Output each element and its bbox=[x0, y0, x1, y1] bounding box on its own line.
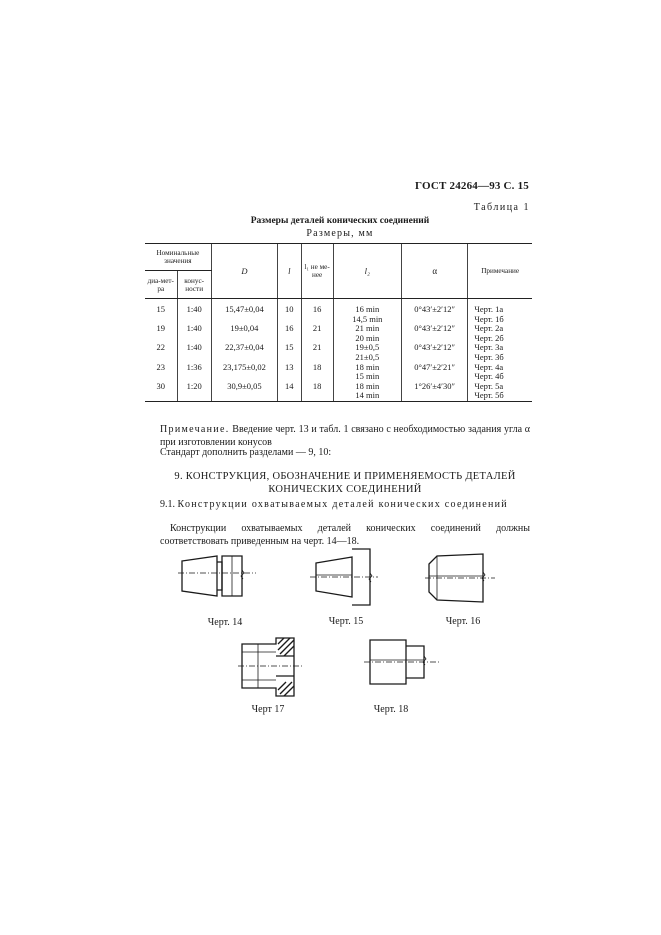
col-l: l bbox=[278, 244, 302, 299]
section-9-heading: 9. КОНСТРУКЦИЯ, ОБОЗНАЧЕНИЕ И ПРИМЕНЯЕМОСТЬ ДЕТАЛЕЙ КОНИЧЕСКИХ СОЕДИНЕНИЙ bbox=[174, 471, 516, 495]
subsection-body: Конструкции охватываемых деталей конических соединений должны соответствовать приведенным на черт. 14—18. bbox=[160, 523, 530, 547]
col-l1: l₁ не ме-нее bbox=[301, 244, 333, 299]
table-row: 15 1:40 15,47±0,04 10 16 16 min 14,5 min 0°43′±2′12″ Черт. 1а Черт. 1б bbox=[145, 299, 532, 325]
table-note bbox=[160, 424, 530, 449]
table-number: Таблица 1 bbox=[473, 202, 530, 213]
subsection-9-1 bbox=[160, 499, 530, 512]
col-D: D bbox=[211, 244, 277, 299]
table-row: 30 1:20 30,9±0,05 14 18 18 min 14 min 1°26′±4′30″ Черт. 5а Черт. 5б bbox=[145, 382, 532, 402]
table-row: 23 1:36 23,175±0,02 13 18 18 min 15 min 0°47′±2′21″ Черт. 4а Черт. 4б bbox=[145, 363, 532, 382]
note-body: Введение черт. 13 и табл. 1 связано с необходимостью задания угла α при изготовлении конусов bbox=[160, 424, 531, 448]
table-row: 22 1:40 22,37±0,04 15 21 19±0,5 21±0,5 0°43′±2′12″ Черт. 3а Черт. 3б bbox=[145, 343, 532, 362]
col-note: Примечание bbox=[468, 244, 532, 299]
page-header: ГОСТ 24264—93 С. 15 bbox=[415, 180, 529, 192]
col-nominal: Номинальные значения bbox=[145, 244, 211, 271]
drawing-fig-17 bbox=[236, 634, 302, 698]
supplement-text: Стандарт дополнить разделами — 9, 10: bbox=[160, 447, 332, 458]
caption-fig-17: Черт 17 bbox=[251, 704, 285, 715]
caption-fig-15: Черт. 15 bbox=[328, 616, 364, 627]
caption-fig-18: Черт. 18 bbox=[373, 704, 409, 715]
drawing-fig-18 bbox=[364, 634, 440, 694]
drawing-fig-14 bbox=[172, 552, 256, 612]
caption-fig-14: Черт. 14 bbox=[207, 617, 243, 628]
col-alpha: α bbox=[402, 244, 468, 299]
drawing-fig-15 bbox=[306, 545, 378, 609]
note-label: Примечание. bbox=[160, 424, 230, 435]
table-title: Размеры деталей конических соединений bbox=[250, 216, 430, 226]
col-taper: конус-ности bbox=[177, 271, 211, 299]
table-units: Размеры, мм bbox=[306, 228, 374, 239]
col-l2: l₂ bbox=[333, 244, 401, 299]
col-diameter: диа-мет-ра bbox=[145, 271, 177, 299]
dimensions-table bbox=[145, 243, 532, 402]
subsection-title: Конструкции охватываемых деталей конических соединений bbox=[177, 499, 508, 510]
caption-fig-16: Черт. 16 bbox=[445, 616, 481, 627]
subsection-number: 9.1. bbox=[160, 499, 175, 510]
table-row: 19 1:40 19±0,04 16 21 21 min 20 min 0°43′±2′12″ Черт. 2а Черт. 2б bbox=[145, 324, 532, 343]
drawing-fig-16 bbox=[423, 550, 495, 608]
